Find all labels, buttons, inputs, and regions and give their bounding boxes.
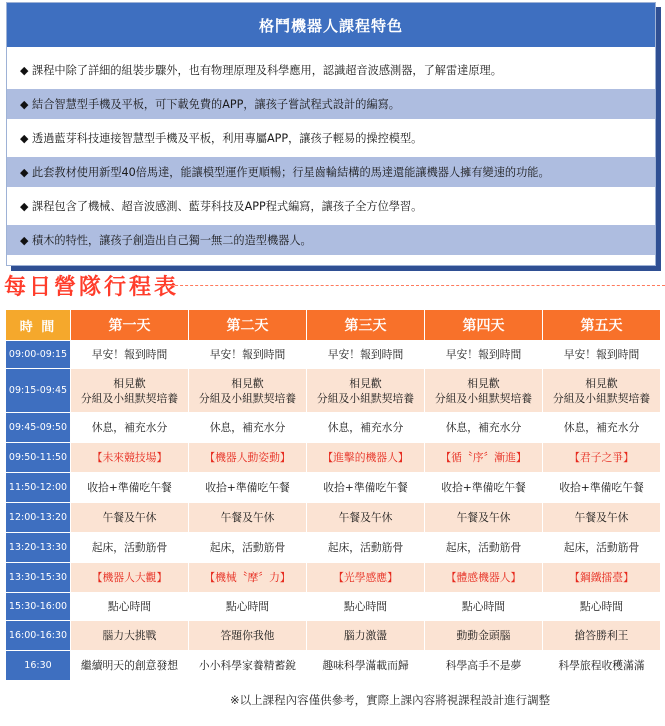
activity-cell: 起床，活動筋骨: [307, 533, 425, 563]
footnote: ※以上課程內容僅供參考，實際上課內容將視課程設計進行調整: [230, 693, 551, 707]
feature-text: 此套教材使用新型40倍馬達，能讓模型運作更順暢；行星齒輪結構的馬達還能讓機器人擁有變速的功能。: [32, 166, 550, 179]
activity-cell: 起床，活動筋骨: [189, 533, 307, 563]
activity-cell: 收拾+準備吃午餐: [543, 473, 661, 503]
activity-line: 分組及小組默契培養: [80, 391, 179, 405]
diamond-bullet-icon: ◆: [20, 97, 29, 111]
feature-text: 課程中除了詳細的組裝步驟外，也有物理原理及科學應用，認識超音波感測器，了解雷達原理。: [32, 64, 502, 77]
activity-cell: 點心時間: [425, 593, 543, 621]
activity-cell: 早安！報到時間: [307, 341, 425, 369]
activity-cell: 午餐及午休: [543, 503, 661, 533]
activity-highlight-cell: 【鋼鐵擂臺】: [543, 563, 661, 593]
feature-text: 積木的特性，讓孩子創造出自己獨一無二的造型機器人。: [32, 234, 312, 247]
feature-item: [7, 123, 655, 153]
activity-cell: 收拾+準備吃午餐: [425, 473, 543, 503]
day-header: 第三天: [307, 310, 425, 341]
features-title: 格鬥機器人課程特色: [7, 3, 655, 49]
activity-highlight-cell: 【機器人動姿動】: [189, 443, 307, 473]
activity-cell: 點心時間: [71, 593, 189, 621]
activity-line: 分組及小組默契培養: [434, 391, 533, 405]
diamond-bullet-icon: ◆: [20, 63, 29, 77]
schedule-row: [6, 341, 661, 369]
day-header: 第二天: [189, 310, 307, 341]
feature-item: [7, 191, 655, 221]
time-cell: 09:45-09:50: [6, 413, 71, 443]
activity-cell: 早安！報到時間: [425, 341, 543, 369]
feature-item: [7, 225, 655, 255]
activity-cell: 答題你我他: [189, 621, 307, 651]
activity-cell: 小小科學家養精蓄銳: [189, 651, 307, 681]
activity-cell: 休息，補充水分: [71, 413, 189, 443]
diamond-bullet-icon: ◆: [20, 165, 29, 179]
activity-cell: 起床，活動筋骨: [425, 533, 543, 563]
time-cell: 09:50-11:50: [6, 443, 71, 473]
activity-line: 分組及小組默契培養: [552, 391, 651, 405]
schedule-row: [6, 651, 661, 681]
schedule-row: [6, 369, 661, 413]
schedule-row: [6, 503, 661, 533]
feature-item: [7, 89, 655, 119]
activity-line: 相見歡: [231, 376, 264, 390]
activity-cell: 繼續明天的創意發想: [71, 651, 189, 681]
activity-cell: [543, 369, 661, 413]
schedule-row: [6, 563, 661, 593]
day-header: 第四天: [425, 310, 543, 341]
activity-cell: [71, 369, 189, 413]
feature-text: 課程包含了機械、超音波感測、藍芽科技及APP程式編寫，讓孩子全方位學習。: [32, 200, 423, 213]
activity-cell: 點心時間: [189, 593, 307, 621]
schedule-header-row: [6, 310, 661, 341]
activity-cell: 午餐及午休: [307, 503, 425, 533]
activity-highlight-cell: 【循〝序〞漸進】: [425, 443, 543, 473]
schedule-row: [6, 413, 661, 443]
diamond-bullet-icon: ◆: [20, 199, 29, 213]
activity-highlight-cell: 【君子之爭】: [543, 443, 661, 473]
dashed-divider: [160, 285, 665, 286]
time-cell: 12:00-13:20: [6, 503, 71, 533]
feature-item: [7, 157, 655, 187]
activity-line: 分組及小組默契培養: [316, 391, 415, 405]
time-cell: 16:00-16:30: [6, 621, 71, 651]
activity-line: 相見歡: [585, 376, 618, 390]
activity-cell: [189, 369, 307, 413]
activity-cell: 收拾+準備吃午餐: [71, 473, 189, 503]
schedule-body: [6, 341, 661, 681]
schedule-row: [6, 533, 661, 563]
activity-cell: 科學高手不是夢: [425, 651, 543, 681]
time-cell: 09:00-09:15: [6, 341, 71, 369]
activity-highlight-cell: 【體感機器人】: [425, 563, 543, 593]
schedule-row: [6, 473, 661, 503]
diamond-bullet-icon: ◆: [20, 233, 29, 247]
activity-cell: 點心時間: [307, 593, 425, 621]
activity-cell: [307, 369, 425, 413]
activity-cell: 起床，活動筋骨: [543, 533, 661, 563]
day-header: 第一天: [71, 310, 189, 341]
activity-cell: 科學旅程收穫滿滿: [543, 651, 661, 681]
activity-cell: 休息，補充水分: [189, 413, 307, 443]
day-header: 第五天: [543, 310, 661, 341]
features-panel: [6, 2, 656, 266]
time-cell: 09:15-09:45: [6, 369, 71, 413]
activity-cell: 收拾+準備吃午餐: [189, 473, 307, 503]
schedule-title: 每日營隊行程表: [4, 275, 180, 300]
activity-cell: 早安！報到時間: [543, 341, 661, 369]
activity-line: 分組及小組默契培養: [198, 391, 297, 405]
activity-cell: 午餐及午休: [71, 503, 189, 533]
activity-highlight-cell: 【未來競技場】: [71, 443, 189, 473]
time-cell: 16:30: [6, 651, 71, 681]
activity-cell: 早安！報到時間: [71, 341, 189, 369]
feature-item: [7, 55, 655, 85]
time-cell: 15:30-16:00: [6, 593, 71, 621]
schedule-row: [6, 593, 661, 621]
schedule-table: [5, 309, 661, 681]
time-cell: 11:50-12:00: [6, 473, 71, 503]
time-cell: 13:30-15:30: [6, 563, 71, 593]
time-cell: 13:20-13:30: [6, 533, 71, 563]
feature-text: 透過藍芽科技連接智慧型手機及平板，利用專屬APP，讓孩子輕易的操控模型。: [32, 132, 423, 145]
activity-cell: 趣味科學滿載而歸: [307, 651, 425, 681]
activity-cell: 休息，補充水分: [543, 413, 661, 443]
time-column-header: 時 間: [6, 310, 71, 341]
activity-line: 相見歡: [113, 376, 146, 390]
activity-cell: 腦力激盪: [307, 621, 425, 651]
schedule-row: [6, 443, 661, 473]
diamond-bullet-icon: ◆: [20, 131, 29, 145]
activity-cell: 午餐及午休: [189, 503, 307, 533]
activity-cell: 腦力大挑戰: [71, 621, 189, 651]
activity-cell: 早安！報到時間: [189, 341, 307, 369]
activity-highlight-cell: 【機械〝摩〞力】: [189, 563, 307, 593]
activity-line: 相見歡: [467, 376, 500, 390]
activity-cell: 休息，補充水分: [425, 413, 543, 443]
activity-highlight-cell: 【進擊的機器人】: [307, 443, 425, 473]
activity-cell: 點心時間: [543, 593, 661, 621]
activity-cell: 午餐及午休: [425, 503, 543, 533]
feature-text: 結合智慧型手機及平板，可下載免費的APP，讓孩子嘗試程式設計的編寫。: [32, 98, 400, 111]
features-list: [7, 49, 655, 255]
activity-line: 相見歡: [349, 376, 382, 390]
activity-highlight-cell: 【機器人大觀】: [71, 563, 189, 593]
schedule-row: [6, 621, 661, 651]
activity-cell: 搶答勝利王: [543, 621, 661, 651]
activity-highlight-cell: 【光學感應】: [307, 563, 425, 593]
activity-cell: 收拾+準備吃午餐: [307, 473, 425, 503]
activity-cell: 動動金頭腦: [425, 621, 543, 651]
activity-cell: [425, 369, 543, 413]
activity-cell: 休息，補充水分: [307, 413, 425, 443]
activity-cell: 起床，活動筋骨: [71, 533, 189, 563]
